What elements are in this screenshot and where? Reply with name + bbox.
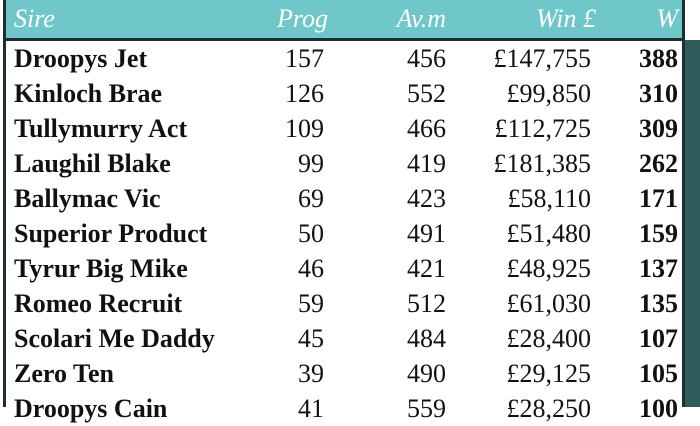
table-row (6, 181, 682, 216)
cell-sire: Scolari Me Daddy (14, 324, 215, 353)
cell-avm: 421 (407, 254, 446, 283)
table-row (6, 41, 682, 76)
table-header (6, 0, 682, 41)
cell-avm: 419 (407, 149, 446, 178)
cell-prog: 126 (285, 79, 324, 108)
table-row (6, 111, 682, 146)
cell-win: £29,125 (506, 359, 591, 388)
table-row (6, 356, 682, 391)
header-win: Win £ (536, 4, 596, 33)
table-row (6, 216, 682, 251)
cell-win: £181,385 (493, 149, 591, 178)
cell-prog: 46 (298, 254, 324, 283)
cell-win: £112,725 (494, 114, 591, 143)
cell-prog: 45 (298, 324, 324, 353)
cell-w: 262 (639, 149, 678, 178)
cell-w: 107 (639, 324, 678, 353)
header-w: W (656, 4, 678, 33)
cell-avm: 559 (407, 394, 446, 423)
cell-w: 137 (639, 254, 678, 283)
cell-avm: 512 (407, 289, 446, 318)
cell-sire: Romeo Recruit (14, 289, 183, 318)
sire-stats-table (3, 0, 685, 423)
header-avm: Av.m (396, 4, 446, 33)
table-row (6, 76, 682, 111)
cell-w: 309 (639, 114, 678, 143)
table-body (6, 41, 682, 426)
cell-win: £48,925 (506, 254, 591, 283)
cell-avm: 456 (407, 44, 446, 73)
cell-sire: Laughil Blake (14, 149, 171, 178)
table-row (6, 321, 682, 356)
cell-avm: 552 (407, 79, 446, 108)
table-row (6, 146, 682, 181)
cell-prog: 39 (298, 359, 324, 388)
cell-avm: 491 (407, 219, 446, 248)
cell-avm: 423 (407, 184, 446, 213)
cell-prog: 69 (298, 184, 324, 213)
cell-win: £147,755 (493, 44, 591, 73)
cell-w: 100 (639, 394, 678, 423)
cell-sire: Tullymurry Act (14, 114, 188, 143)
header-sire: Sire (14, 4, 55, 33)
table-row (6, 286, 682, 321)
cell-prog: 99 (298, 149, 324, 178)
cell-prog: 59 (298, 289, 324, 318)
cell-win: £58,110 (507, 184, 591, 213)
cell-sire: Ballymac Vic (14, 184, 161, 213)
cell-w: 135 (639, 289, 678, 318)
cell-w: 159 (639, 219, 678, 248)
table-row (6, 391, 682, 426)
cell-win: £51,480 (506, 219, 591, 248)
cell-w: 105 (639, 359, 678, 388)
cell-prog: 50 (298, 219, 324, 248)
cell-prog: 157 (285, 44, 324, 73)
cell-win: £28,250 (506, 394, 591, 423)
cell-sire: Zero Ten (14, 359, 114, 388)
cell-win: £28,400 (506, 324, 591, 353)
table-row (6, 251, 682, 286)
cell-sire: Kinloch Brae (14, 79, 163, 108)
cell-w: 310 (639, 79, 678, 108)
cell-prog: 109 (285, 114, 324, 143)
cell-win: £99,850 (506, 79, 591, 108)
cell-avm: 490 (407, 359, 446, 388)
header-prog: Prog (276, 4, 328, 33)
cell-sire: Droopys Cain (14, 394, 168, 423)
cell-sire: Superior Product (14, 219, 208, 248)
cell-avm: 466 (407, 114, 446, 143)
cell-w: 388 (639, 44, 678, 73)
cell-sire: Tyrur Big Mike (14, 254, 188, 283)
cell-sire: Droopys Jet (14, 44, 148, 73)
cell-prog: 41 (298, 394, 324, 423)
cell-win: £61,030 (506, 289, 591, 318)
cell-w: 171 (639, 184, 678, 213)
cell-avm: 484 (407, 324, 446, 353)
